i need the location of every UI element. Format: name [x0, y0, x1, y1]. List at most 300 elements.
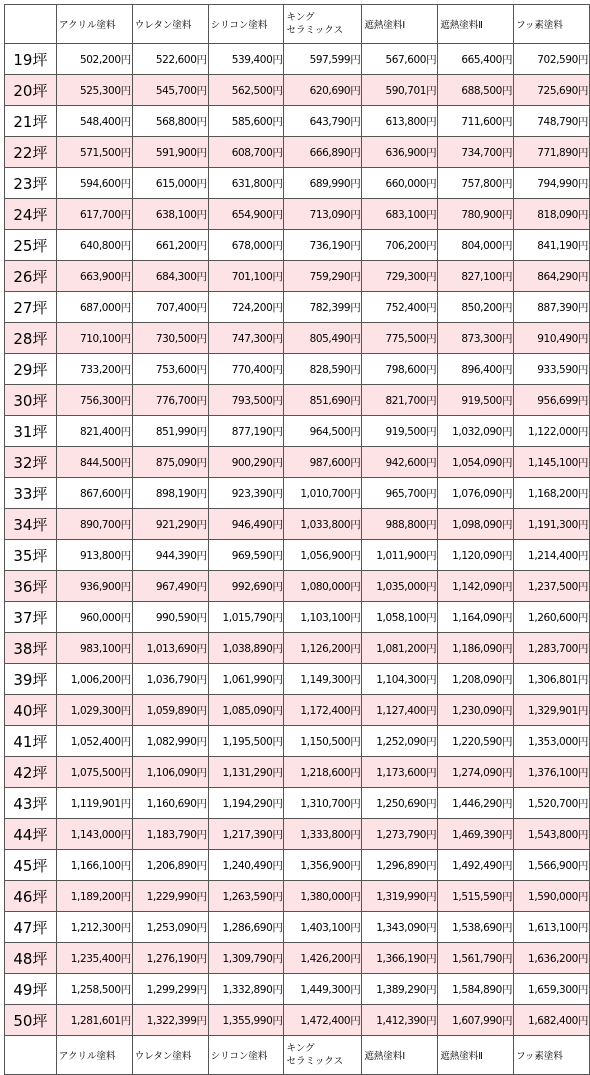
- price-cell: 591,900円: [132, 137, 208, 168]
- footer-column-header: 遮熱塗料Ⅱ: [438, 1036, 514, 1075]
- table-row: [5, 416, 590, 447]
- price-cell: 1,229,990円: [132, 881, 208, 912]
- price-cell: 1,258,500円: [56, 974, 132, 1005]
- price-cell: 1,183,790円: [132, 819, 208, 850]
- price-cell: 828,590円: [284, 354, 362, 385]
- price-cell: 887,390円: [514, 292, 590, 323]
- price-cell: 805,490円: [284, 323, 362, 354]
- price-cell: 733,200円: [56, 354, 132, 385]
- row-label-tsubo: 26坪: [5, 261, 57, 292]
- price-cell: 1,240,490円: [208, 850, 284, 881]
- price-cell: 983,100円: [56, 633, 132, 664]
- header-corner-cell: [5, 5, 57, 44]
- price-cell: 875,090円: [132, 447, 208, 478]
- price-cell: 631,800円: [208, 168, 284, 199]
- row-label-tsubo: 25坪: [5, 230, 57, 261]
- price-cell: 1,515,590円: [438, 881, 514, 912]
- price-cell: 617,700円: [56, 199, 132, 230]
- price-cell: 1,283,700円: [514, 633, 590, 664]
- price-cell: 936,900円: [56, 571, 132, 602]
- price-cell: 1,036,790円: [132, 664, 208, 695]
- price-cell: 867,600円: [56, 478, 132, 509]
- price-cell: 960,000円: [56, 602, 132, 633]
- price-cell: 747,300円: [208, 323, 284, 354]
- price-cell: 1,366,190円: [362, 943, 438, 974]
- price-cell: 1,543,800円: [514, 819, 590, 850]
- header-column-header: シリコン塗料: [208, 5, 284, 44]
- price-cell: 1,613,100円: [514, 912, 590, 943]
- price-cell: 933,590円: [514, 354, 590, 385]
- footer-column-header: フッ素塗料: [514, 1036, 590, 1075]
- price-cell: 1,235,400円: [56, 943, 132, 974]
- table-row: [5, 695, 590, 726]
- price-cell: 1,195,500円: [208, 726, 284, 757]
- row-label-tsubo: 47坪: [5, 912, 57, 943]
- table-row: [5, 757, 590, 788]
- price-cell: 770,400円: [208, 354, 284, 385]
- price-cell: 776,700円: [132, 385, 208, 416]
- price-cell: 919,500円: [438, 385, 514, 416]
- price-cell: 1,333,800円: [284, 819, 362, 850]
- price-cell: 873,300円: [438, 323, 514, 354]
- price-cell: 1,166,100円: [56, 850, 132, 881]
- price-cell: 1,607,990円: [438, 1005, 514, 1036]
- price-cell: 1,217,390円: [208, 819, 284, 850]
- table-row: [5, 540, 590, 571]
- price-cell: 1,212,300円: [56, 912, 132, 943]
- row-label-tsubo: 31坪: [5, 416, 57, 447]
- price-cell: 1,332,890円: [208, 974, 284, 1005]
- price-cell: 1,059,890円: [132, 695, 208, 726]
- price-cell: 1,412,390円: [362, 1005, 438, 1036]
- price-cell: 684,300円: [132, 261, 208, 292]
- price-cell: 752,400円: [362, 292, 438, 323]
- price-cell: 1,010,700円: [284, 478, 362, 509]
- header-column-header: フッ素塗料: [514, 5, 590, 44]
- price-cell: 1,015,790円: [208, 602, 284, 633]
- footer-column-header: ウレタン塗料: [132, 1036, 208, 1075]
- price-cell: 571,500円: [56, 137, 132, 168]
- price-cell: 707,400円: [132, 292, 208, 323]
- price-cell: 1,260,600円: [514, 602, 590, 633]
- price-cell: 818,090円: [514, 199, 590, 230]
- price-cell: 1,104,300円: [362, 664, 438, 695]
- row-label-tsubo: 41坪: [5, 726, 57, 757]
- footer-column-header: [284, 1036, 362, 1075]
- row-label-tsubo: 24坪: [5, 199, 57, 230]
- price-cell: 900,290円: [208, 447, 284, 478]
- price-cell: 654,900円: [208, 199, 284, 230]
- price-cell: 1,492,490円: [438, 850, 514, 881]
- price-cell: 585,600円: [208, 106, 284, 137]
- price-cell: 1,299,299円: [132, 974, 208, 1005]
- price-cell: 1,038,890円: [208, 633, 284, 664]
- price-cell: 687,000円: [56, 292, 132, 323]
- price-cell: 898,190円: [132, 478, 208, 509]
- price-cell: 1,310,700円: [284, 788, 362, 819]
- price-cell: 821,400円: [56, 416, 132, 447]
- price-cell: 1,376,100円: [514, 757, 590, 788]
- price-cell: 964,500円: [284, 416, 362, 447]
- price-cell: 683,100円: [362, 199, 438, 230]
- table-row: [5, 571, 590, 602]
- header-column-header: 遮熱塗料Ⅱ: [438, 5, 514, 44]
- table-row: [5, 509, 590, 540]
- price-cell: 921,290円: [132, 509, 208, 540]
- header-column-header: ウレタン塗料: [132, 5, 208, 44]
- price-cell: 1,389,290円: [362, 974, 438, 1005]
- table-row: [5, 602, 590, 633]
- price-cell: 539,400円: [208, 44, 284, 75]
- table-row: [5, 354, 590, 385]
- price-cell: 1,142,090円: [438, 571, 514, 602]
- table-row: [5, 199, 590, 230]
- price-cell: 1,276,190円: [132, 943, 208, 974]
- price-cell: 1,230,090円: [438, 695, 514, 726]
- footer-row: [5, 1036, 590, 1075]
- row-label-tsubo: 44坪: [5, 819, 57, 850]
- row-label-tsubo: 45坪: [5, 850, 57, 881]
- price-cell: 1,085,090円: [208, 695, 284, 726]
- price-cell: 1,566,900円: [514, 850, 590, 881]
- price-cell: 748,790円: [514, 106, 590, 137]
- price-cell: 1,194,290円: [208, 788, 284, 819]
- price-cell: 1,080,000円: [284, 571, 362, 602]
- price-cell: 1,160,690円: [132, 788, 208, 819]
- price-cell: 780,900円: [438, 199, 514, 230]
- header-row: [5, 5, 590, 44]
- price-cell: 1,052,400円: [56, 726, 132, 757]
- price-cell: 663,900円: [56, 261, 132, 292]
- price-cell: 1,122,000円: [514, 416, 590, 447]
- price-cell: 701,100円: [208, 261, 284, 292]
- price-cell: 967,490円: [132, 571, 208, 602]
- price-cell: 1,682,400円: [514, 1005, 590, 1036]
- price-cell: 896,400円: [438, 354, 514, 385]
- price-cell: 613,800円: [362, 106, 438, 137]
- price-cell: 1,126,200円: [284, 633, 362, 664]
- price-cell: 1,006,200円: [56, 664, 132, 695]
- price-cell: 1,150,500円: [284, 726, 362, 757]
- table-row: [5, 1005, 590, 1036]
- price-cell: 636,900円: [362, 137, 438, 168]
- price-cell: 729,300円: [362, 261, 438, 292]
- price-cell: 756,300円: [56, 385, 132, 416]
- price-cell: 1,218,600円: [284, 757, 362, 788]
- price-cell: 798,600円: [362, 354, 438, 385]
- footer-column-header: 遮熱塗料Ⅰ: [362, 1036, 438, 1075]
- price-cell: 1,106,090円: [132, 757, 208, 788]
- price-cell: 1,120,090円: [438, 540, 514, 571]
- price-cell: 1,032,090円: [438, 416, 514, 447]
- price-cell: 753,600円: [132, 354, 208, 385]
- row-label-tsubo: 49坪: [5, 974, 57, 1005]
- row-label-tsubo: 32坪: [5, 447, 57, 478]
- table-row: [5, 230, 590, 261]
- price-cell: 702,590円: [514, 44, 590, 75]
- price-cell: 1,098,090円: [438, 509, 514, 540]
- price-cell: 1,472,400円: [284, 1005, 362, 1036]
- price-cell: 1,253,090円: [132, 912, 208, 943]
- price-cell: 1,082,990円: [132, 726, 208, 757]
- price-cell: 661,200円: [132, 230, 208, 261]
- price-cell: 1,263,590円: [208, 881, 284, 912]
- table-row: [5, 447, 590, 478]
- price-cell: 710,100円: [56, 323, 132, 354]
- price-cell: 736,190円: [284, 230, 362, 261]
- price-cell: 1,033,800円: [284, 509, 362, 540]
- price-cell: 594,600円: [56, 168, 132, 199]
- price-cell: 1,186,090円: [438, 633, 514, 664]
- price-cell: 545,700円: [132, 75, 208, 106]
- price-cell: 771,890円: [514, 137, 590, 168]
- table-row: [5, 726, 590, 757]
- price-cell: 851,690円: [284, 385, 362, 416]
- price-cell: 1,343,090円: [362, 912, 438, 943]
- price-cell: 821,700円: [362, 385, 438, 416]
- table-row: [5, 788, 590, 819]
- price-cell: 660,000円: [362, 168, 438, 199]
- price-cell: 1,191,300円: [514, 509, 590, 540]
- price-cell: 757,800円: [438, 168, 514, 199]
- price-cell: 1,131,290円: [208, 757, 284, 788]
- row-label-tsubo: 35坪: [5, 540, 57, 571]
- row-label-tsubo: 33坪: [5, 478, 57, 509]
- price-cell: 1,356,900円: [284, 850, 362, 881]
- price-cell: 851,990円: [132, 416, 208, 447]
- price-cell: 562,500円: [208, 75, 284, 106]
- price-cell: 1,164,090円: [438, 602, 514, 633]
- price-cell: 782,399円: [284, 292, 362, 323]
- price-cell: 1,237,500円: [514, 571, 590, 602]
- price-cell: 1,449,300円: [284, 974, 362, 1005]
- price-cell: 1,035,000円: [362, 571, 438, 602]
- price-cell: 1,380,000円: [284, 881, 362, 912]
- price-cell: 1,127,400円: [362, 695, 438, 726]
- price-cell: 992,690円: [208, 571, 284, 602]
- price-cell: 1,584,890円: [438, 974, 514, 1005]
- row-label-tsubo: 37坪: [5, 602, 57, 633]
- price-cell: 1,353,000円: [514, 726, 590, 757]
- row-label-tsubo: 22坪: [5, 137, 57, 168]
- price-cell: 1,322,399円: [132, 1005, 208, 1036]
- price-cell: 1,172,400円: [284, 695, 362, 726]
- price-cell: 923,390円: [208, 478, 284, 509]
- table-row: [5, 943, 590, 974]
- price-cell: 1,274,090円: [438, 757, 514, 788]
- price-cell: 1,659,300円: [514, 974, 590, 1005]
- price-cell: 638,100円: [132, 199, 208, 230]
- price-cell: 522,600円: [132, 44, 208, 75]
- table-row: [5, 912, 590, 943]
- price-cell: 946,490円: [208, 509, 284, 540]
- header-column-header: アクリル塗料: [56, 5, 132, 44]
- row-label-tsubo: 23坪: [5, 168, 57, 199]
- price-cell: 706,200円: [362, 230, 438, 261]
- row-label-tsubo: 40坪: [5, 695, 57, 726]
- table-row: [5, 385, 590, 416]
- price-cell: 775,500円: [362, 323, 438, 354]
- price-cell: 1,076,090円: [438, 478, 514, 509]
- table-row: [5, 137, 590, 168]
- row-label-tsubo: 21坪: [5, 106, 57, 137]
- row-label-tsubo: 27坪: [5, 292, 57, 323]
- price-cell: 1,252,090円: [362, 726, 438, 757]
- price-cell: 1,538,690円: [438, 912, 514, 943]
- row-label-tsubo: 28坪: [5, 323, 57, 354]
- row-label-tsubo: 30坪: [5, 385, 57, 416]
- price-cell: 1,636,200円: [514, 943, 590, 974]
- table-row: [5, 44, 590, 75]
- price-cell: 597,599円: [284, 44, 362, 75]
- price-cell: 1,329,901円: [514, 695, 590, 726]
- price-cell: 567,600円: [362, 44, 438, 75]
- table-row: [5, 168, 590, 199]
- price-cell: 620,690円: [284, 75, 362, 106]
- price-cell: 724,200円: [208, 292, 284, 323]
- price-cell: 1,011,900円: [362, 540, 438, 571]
- price-cell: 1,426,200円: [284, 943, 362, 974]
- price-cell: 987,600円: [284, 447, 362, 478]
- price-cell: 1,103,100円: [284, 602, 362, 633]
- price-cell: 1,119,901円: [56, 788, 132, 819]
- table-row: [5, 819, 590, 850]
- price-cell: 1,029,300円: [56, 695, 132, 726]
- price-cell: 844,500円: [56, 447, 132, 478]
- price-cell: 1,469,390円: [438, 819, 514, 850]
- price-cell: 1,446,290円: [438, 788, 514, 819]
- table-header: [5, 5, 590, 44]
- row-label-tsubo: 42坪: [5, 757, 57, 788]
- price-cell: 794,990円: [514, 168, 590, 199]
- row-label-tsubo: 48坪: [5, 943, 57, 974]
- row-label-tsubo: 34坪: [5, 509, 57, 540]
- price-cell: 678,000円: [208, 230, 284, 261]
- price-cell: 965,700円: [362, 478, 438, 509]
- price-cell: 1,273,790円: [362, 819, 438, 850]
- price-cell: 1,250,690円: [362, 788, 438, 819]
- price-cell: 665,400円: [438, 44, 514, 75]
- header-column-header-line: キング: [286, 12, 315, 23]
- header-column-header-line: セラミックス: [286, 25, 344, 36]
- price-cell: 1,013,690円: [132, 633, 208, 664]
- table-row: [5, 292, 590, 323]
- price-cell: 988,800円: [362, 509, 438, 540]
- footer-column-header: アクリル塗料: [56, 1036, 132, 1075]
- row-label-tsubo: 39坪: [5, 664, 57, 695]
- price-cell: 615,000円: [132, 168, 208, 199]
- row-label-tsubo: 46坪: [5, 881, 57, 912]
- table-row: [5, 261, 590, 292]
- header-column-header: 遮熱塗料Ⅰ: [362, 5, 438, 44]
- row-label-tsubo: 20坪: [5, 75, 57, 106]
- price-cell: 1,054,090円: [438, 447, 514, 478]
- price-cell: 1,061,990円: [208, 664, 284, 695]
- price-cell: 1,173,600円: [362, 757, 438, 788]
- price-cell: 1,296,890円: [362, 850, 438, 881]
- price-cell: 944,390円: [132, 540, 208, 571]
- price-cell: 919,500円: [362, 416, 438, 447]
- price-cell: 525,300円: [56, 75, 132, 106]
- table-row: [5, 106, 590, 137]
- price-cell: 730,500円: [132, 323, 208, 354]
- price-cell: 1,206,890円: [132, 850, 208, 881]
- price-cell: 1,208,090円: [438, 664, 514, 695]
- price-cell: 734,700円: [438, 137, 514, 168]
- footer-column-header-line: セラミックス: [286, 1056, 344, 1067]
- price-cell: 1,403,100円: [284, 912, 362, 943]
- price-cell: 1,590,000円: [514, 881, 590, 912]
- price-cell: 1,214,400円: [514, 540, 590, 571]
- price-cell: 608,700円: [208, 137, 284, 168]
- price-cell: 793,500円: [208, 385, 284, 416]
- header-column-header: [284, 5, 362, 44]
- table-row: [5, 478, 590, 509]
- price-cell: 713,090円: [284, 199, 362, 230]
- price-cell: 689,990円: [284, 168, 362, 199]
- price-cell: 640,800円: [56, 230, 132, 261]
- price-cell: 568,800円: [132, 106, 208, 137]
- row-label-tsubo: 50坪: [5, 1005, 57, 1036]
- price-cell: 990,590円: [132, 602, 208, 633]
- price-cell: 1,075,500円: [56, 757, 132, 788]
- price-cell: 1,286,690円: [208, 912, 284, 943]
- price-cell: 969,590円: [208, 540, 284, 571]
- row-label-tsubo: 38坪: [5, 633, 57, 664]
- price-cell: 711,600円: [438, 106, 514, 137]
- price-cell: 1,081,200円: [362, 633, 438, 664]
- price-cell: 1,520,700円: [514, 788, 590, 819]
- footer-column-header-line: キング: [286, 1043, 315, 1054]
- price-cell: 841,190円: [514, 230, 590, 261]
- price-cell: 548,400円: [56, 106, 132, 137]
- footer-column-header: シリコン塗料: [208, 1036, 284, 1075]
- price-cell: 1,319,990円: [362, 881, 438, 912]
- price-cell: 1,168,200円: [514, 478, 590, 509]
- footer-corner-cell: [5, 1036, 57, 1075]
- price-cell: 913,800円: [56, 540, 132, 571]
- price-cell: 910,490円: [514, 323, 590, 354]
- table-row: [5, 664, 590, 695]
- price-cell: 1,220,590円: [438, 726, 514, 757]
- price-cell: 804,000円: [438, 230, 514, 261]
- price-cell: 956,699円: [514, 385, 590, 416]
- row-label-tsubo: 43坪: [5, 788, 57, 819]
- price-cell: 1,355,990円: [208, 1005, 284, 1036]
- price-cell: 502,200円: [56, 44, 132, 75]
- price-cell: 850,200円: [438, 292, 514, 323]
- price-cell: 827,100円: [438, 261, 514, 292]
- price-cell: 759,290円: [284, 261, 362, 292]
- table-footer: [5, 1036, 590, 1075]
- price-cell: 877,190円: [208, 416, 284, 447]
- price-cell: 688,500円: [438, 75, 514, 106]
- table-row: [5, 881, 590, 912]
- price-cell: 1,561,790円: [438, 943, 514, 974]
- price-cell: 725,690円: [514, 75, 590, 106]
- price-cell: 1,281,601円: [56, 1005, 132, 1036]
- price-cell: 1,056,900円: [284, 540, 362, 571]
- table-row: [5, 974, 590, 1005]
- row-label-tsubo: 29坪: [5, 354, 57, 385]
- row-label-tsubo: 19坪: [5, 44, 57, 75]
- price-cell: 890,700円: [56, 509, 132, 540]
- price-cell: 942,600円: [362, 447, 438, 478]
- price-cell: 1,306,801円: [514, 664, 590, 695]
- table-row: [5, 850, 590, 881]
- price-cell: 1,309,790円: [208, 943, 284, 974]
- row-label-tsubo: 36坪: [5, 571, 57, 602]
